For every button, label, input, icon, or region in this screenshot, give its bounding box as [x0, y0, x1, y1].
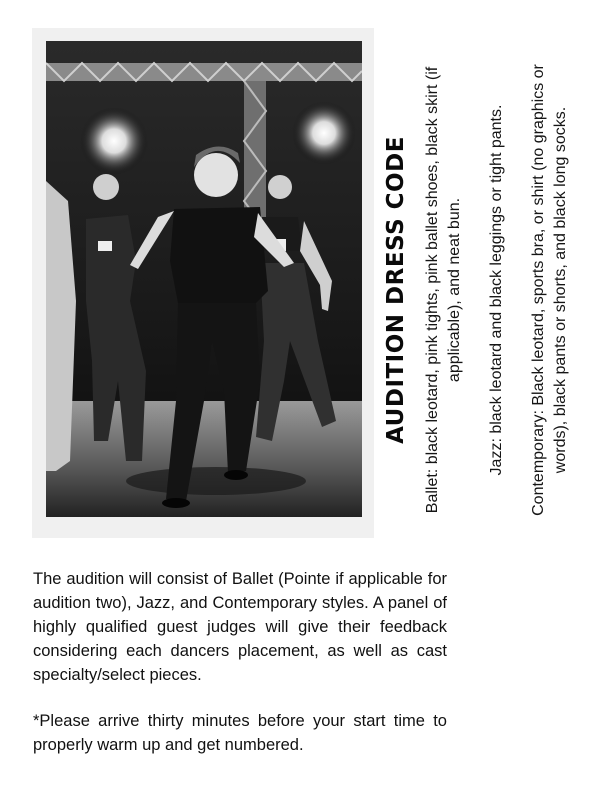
contemporary-dress-code-line-2: words), black pants or shorts, and black long socks.: [552, 106, 569, 474]
dress-code-title: AUDITION DRESS CODE: [383, 136, 409, 444]
dance-photo-illustration: [46, 41, 362, 517]
arrival-note: *Please arrive thirty minutes before your start time to properly warm up and get numbered.: [33, 712, 447, 754]
ballet-dress-code-line-2: applicable), and neat bun.: [446, 197, 463, 383]
contemporary-dress-code-line-1: Contemporary: Black leotard, sports bra, or shirt (no graphics or: [530, 64, 547, 516]
jazz-dress-code: Jazz: black leotard and black leggings or tight pants.: [488, 104, 505, 476]
audition-description: The audition will consist of Ballet (Pointe if applicable for audition two), Jazz, and Contemporary styles. A panel of highly qualified guest judges will give their feedback considering each dancers placement, as well as cast specialty/select pieces.: [33, 570, 447, 684]
ballet-dress-code-line-1: Ballet: black leotard, pink tights, pink ballet shoes, black skirt (if: [424, 66, 441, 514]
photo-frame: [32, 28, 374, 538]
dance-photo: [46, 41, 362, 517]
